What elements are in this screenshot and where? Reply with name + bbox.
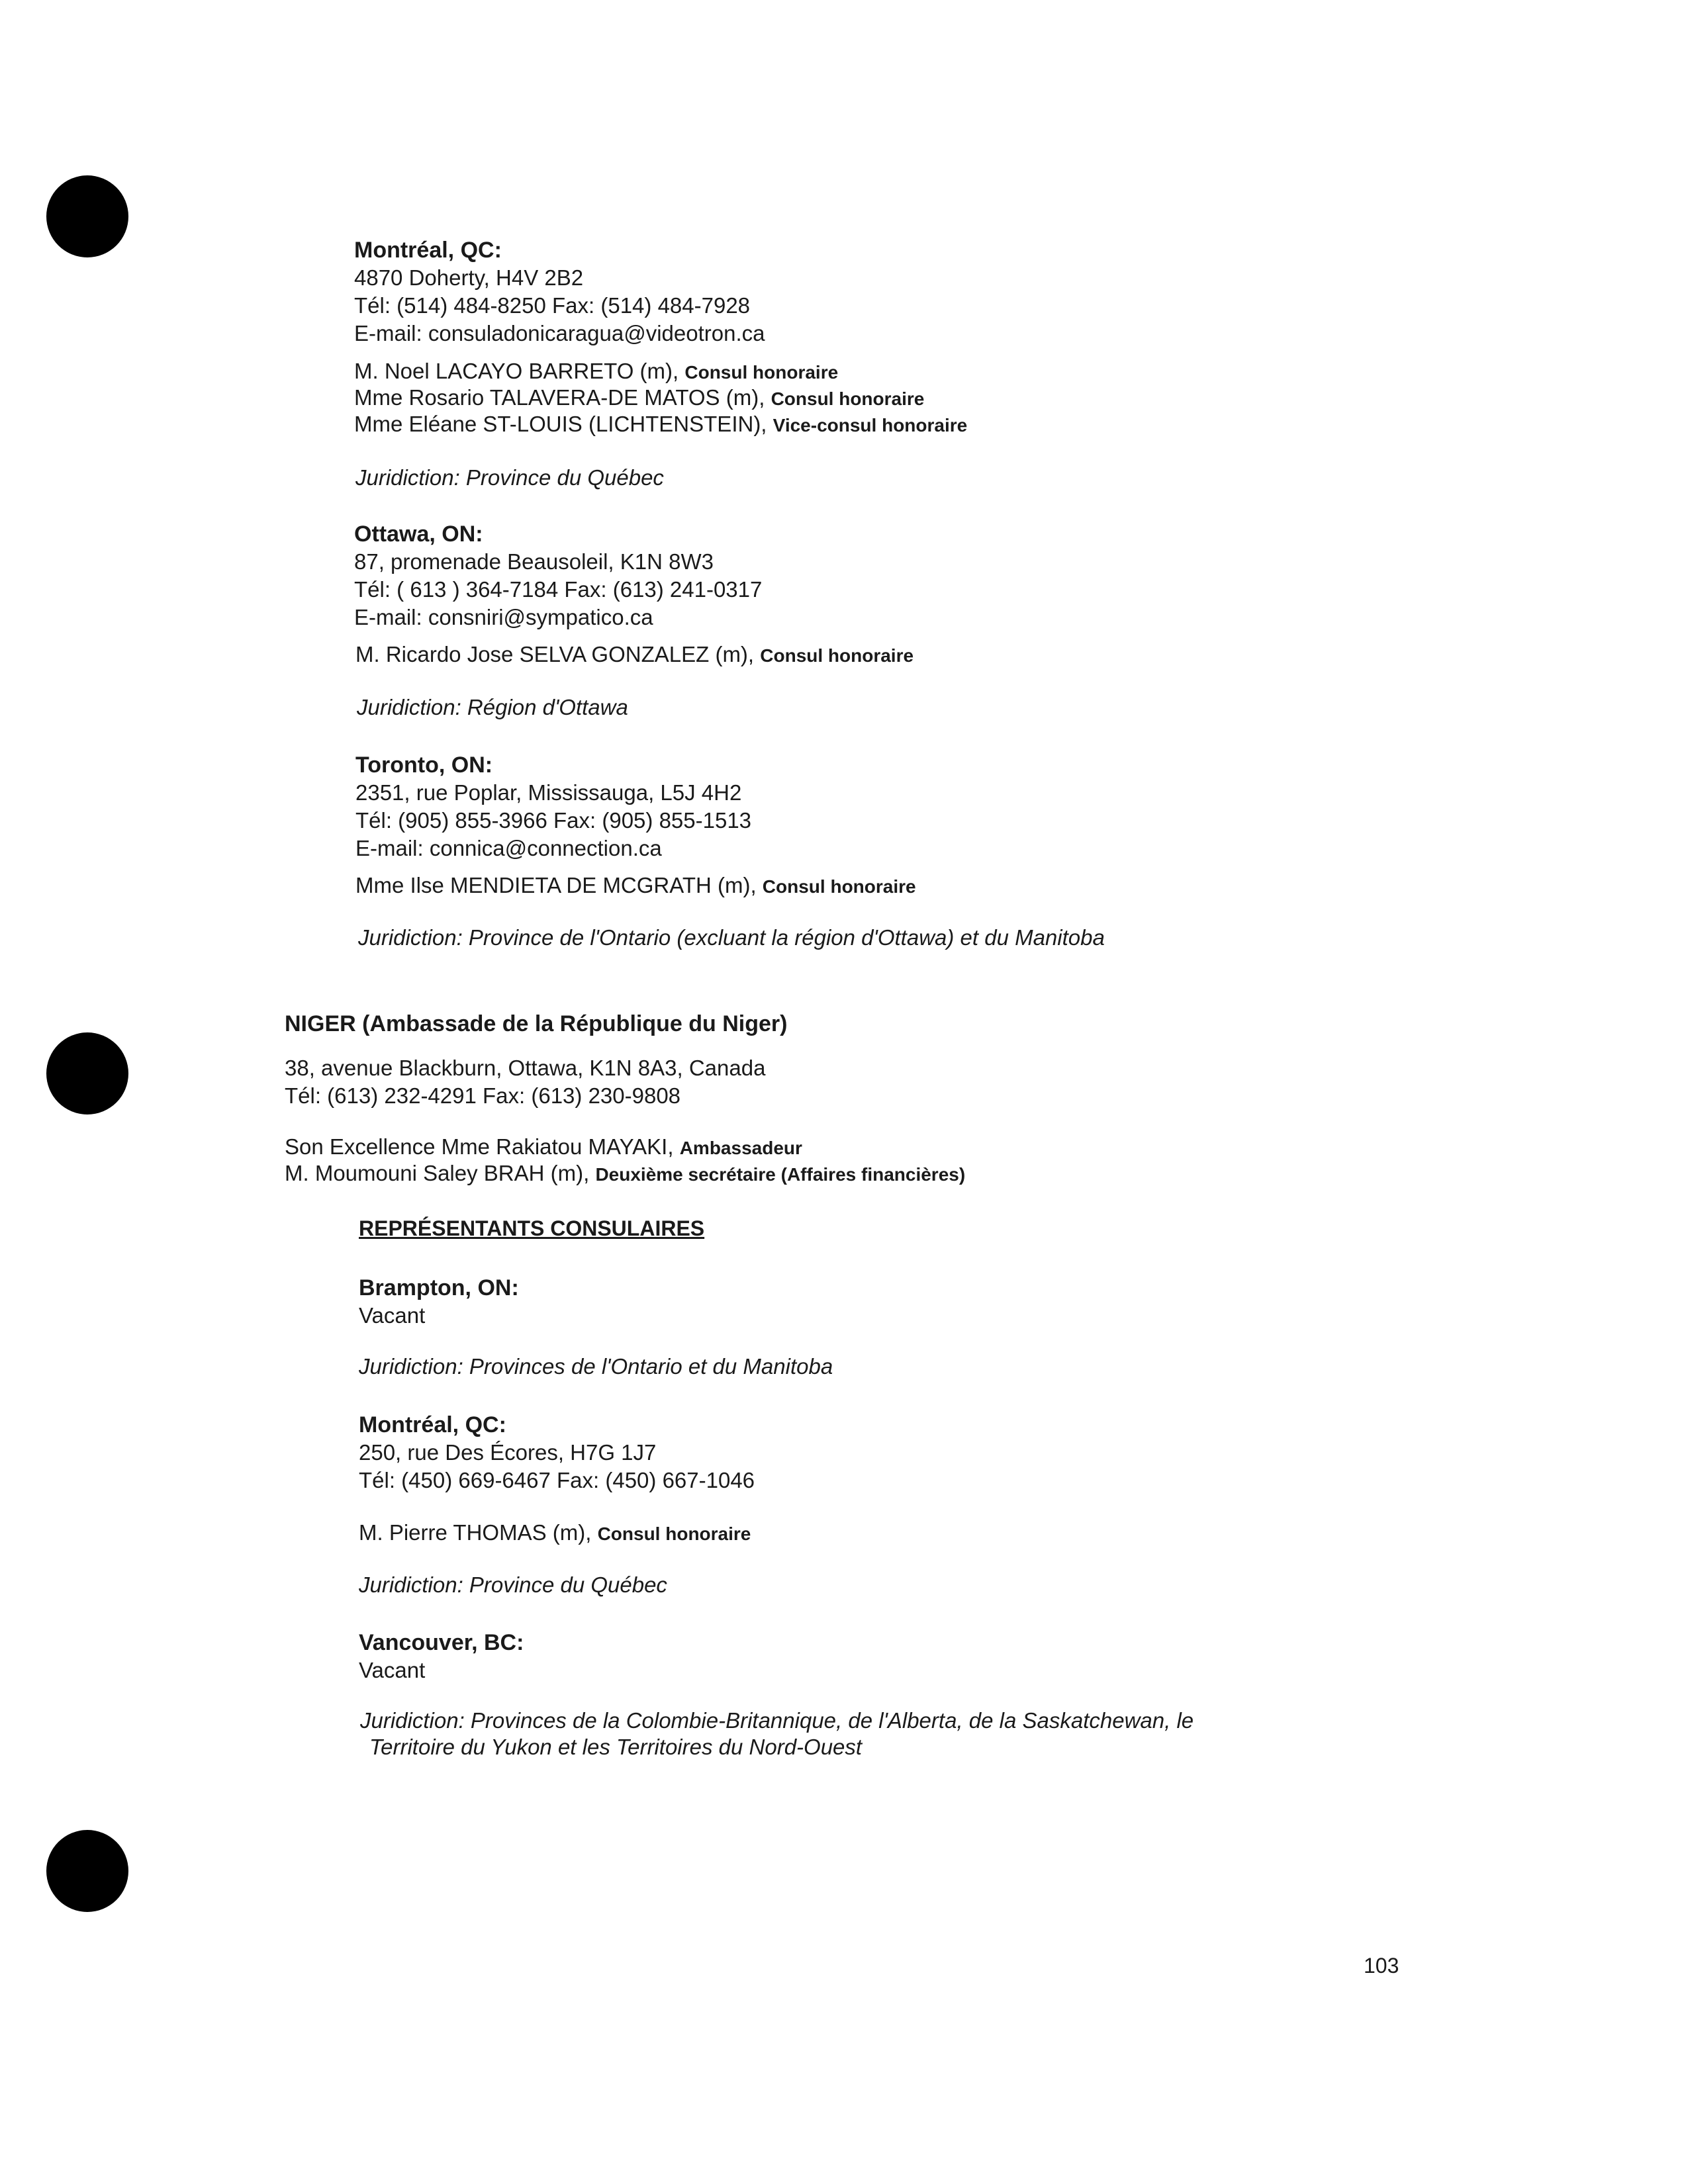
staff-entry [355, 641, 914, 670]
section-city-heading: Ottawa, ON: [354, 522, 483, 547]
niger-montreal-section [359, 1411, 755, 1494]
phone-fax: Tél: ( 613 ) 364-7184 Fax: (613) 241-0317 [354, 577, 763, 602]
binder-hole-middle [46, 1032, 128, 1115]
staff-role: Consul honoraire [684, 362, 839, 383]
niger-embassy-staff [285, 1134, 965, 1187]
jurisdiction-note: Juridiction: Province de l'Ontario (excluant la région d'Ottawa) et du Manitoba [358, 925, 1105, 950]
niger-embassy-contact [285, 1054, 765, 1110]
staff-role: Ambassadeur [679, 1138, 802, 1158]
section-city-heading: Montréal, QC: [354, 238, 502, 263]
staff-role: Consul honoraire [760, 645, 914, 666]
jurisdiction-note: Juridiction: Province du Québec [359, 1572, 667, 1597]
niger-embassy-heading: NIGER (Ambassade de la République du Niger) [285, 1011, 788, 1036]
section-city-heading: Vancouver, BC: [359, 1630, 524, 1655]
phone-fax: Tél: (613) 232-4291 Fax: (613) 230-9808 [285, 1083, 681, 1108]
email: E-mail: consuladonicaragua@videotron.ca [354, 321, 765, 345]
staff-role: Consul honoraire [771, 388, 925, 409]
staff-name: M. Pierre THOMAS (m), [359, 1520, 592, 1545]
staff-name: Mme Eléane ST-LOUIS (LICHTENSTEIN), [354, 412, 767, 436]
phone-fax: Tél: (450) 669-6467 Fax: (450) 667-1046 [359, 1468, 755, 1492]
niger-vancouver-section [359, 1629, 524, 1684]
nicaragua-montreal-section [354, 236, 765, 347]
jurisdiction-line: Territoire du Yukon et les Territoires du Nord-Ouest [369, 1735, 863, 1759]
email: E-mail: connica@connection.ca [355, 836, 662, 860]
staff-role: Consul honoraire [597, 1524, 751, 1544]
vacancy-status: Vacant [359, 1303, 426, 1328]
staff-entry [359, 1519, 751, 1548]
vancouver-jurisdiction-note [360, 1707, 1194, 1760]
address: 4870 Doherty, H4V 2B2 [354, 265, 584, 290]
section-city-heading: Montréal, QC: [359, 1412, 506, 1437]
consular-representatives-title: REPRÉSENTANTS CONSULAIRES [359, 1216, 705, 1240]
vacancy-status: Vacant [359, 1658, 426, 1682]
nicaragua-montreal-staff [354, 359, 967, 438]
phone-fax: Tél: (514) 484-8250 Fax: (514) 484-7928 [354, 293, 751, 318]
email: E-mail: consniri@sympatico.ca [354, 605, 653, 629]
staff-name: Son Excellence Mme Rakiatou MAYAKI, [285, 1134, 674, 1159]
phone-fax: Tél: (905) 855-3966 Fax: (905) 855-1513 [355, 808, 752, 833]
binder-hole-bottom [46, 1830, 128, 1912]
niger-brampton-section [359, 1274, 519, 1330]
staff-name: Mme Rosario TALAVERA-DE MATOS (m), [354, 385, 765, 410]
staff-entry [355, 872, 916, 901]
staff-name: Mme Ilse MENDIETA DE MCGRATH (m), [355, 873, 757, 897]
binder-hole-top [46, 175, 128, 257]
staff-entry [354, 412, 967, 438]
staff-name: M. Ricardo Jose SELVA GONZALEZ (m), [355, 642, 755, 666]
staff-entry [354, 385, 967, 412]
address: 87, promenade Beausoleil, K1N 8W3 [354, 549, 714, 574]
staff-entry [354, 359, 967, 385]
nicaragua-toronto-section [355, 751, 751, 862]
jurisdiction-line: Juridiction: Provinces de la Colombie-Britannique, de l'Alberta, de la Saskatchewan, le [360, 1708, 1194, 1733]
staff-role: Vice-consul honoraire [773, 415, 968, 435]
page-number: 103 [1364, 1954, 1399, 1978]
staff-role: Consul honoraire [762, 876, 916, 897]
address: 2351, rue Poplar, Mississauga, L5J 4H2 [355, 780, 742, 805]
jurisdiction-note: Juridiction: Provinces de l'Ontario et du Manitoba [359, 1354, 833, 1379]
section-city-heading: Brampton, ON: [359, 1275, 519, 1300]
nicaragua-ottawa-section [354, 520, 762, 631]
staff-name: M. Noel LACAYO BARRETO (m), [354, 359, 679, 383]
staff-role: Deuxième secrétaire (Affaires financières) [595, 1164, 966, 1185]
jurisdiction-note: Juridiction: Province du Québec [355, 465, 664, 490]
jurisdiction-note: Juridiction: Région d'Ottawa [357, 695, 628, 719]
address: 38, avenue Blackburn, Ottawa, K1N 8A3, Canada [285, 1056, 766, 1080]
address: 250, rue Des Écores, H7G 1J7 [359, 1440, 657, 1465]
staff-entry [285, 1161, 965, 1187]
staff-name: M. Moumouni Saley BRAH (m), [285, 1161, 590, 1185]
staff-entry [285, 1134, 965, 1161]
section-city-heading: Toronto, ON: [355, 752, 493, 778]
